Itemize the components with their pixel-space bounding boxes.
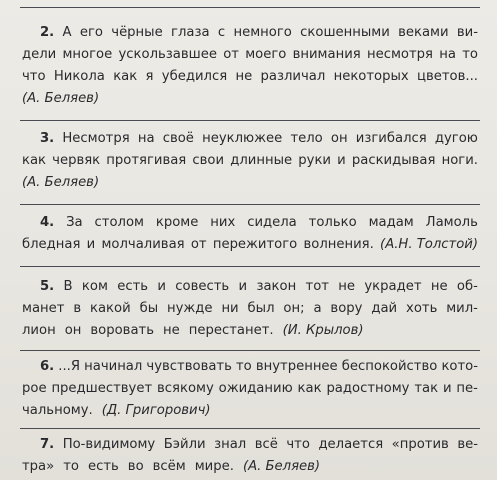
word: он [330, 131, 348, 146]
word: веками [398, 25, 449, 40]
answer-line [20, 266, 480, 267]
word: За [66, 215, 83, 230]
exercise-line [22, 234, 478, 256]
word: я [145, 69, 154, 84]
word: мадам [368, 215, 414, 230]
word: и [238, 279, 248, 294]
word: что [22, 69, 46, 84]
word: в [73, 301, 82, 316]
word: ве- [457, 437, 478, 452]
exercise-7 [22, 434, 478, 478]
author-citation: (А. Беляев) [242, 459, 321, 474]
word: во [127, 459, 144, 474]
word: лион [22, 323, 56, 338]
answer-line [20, 120, 480, 121]
word: ни [221, 301, 239, 316]
word: беспокойство [341, 359, 438, 374]
word: ожиданию [218, 381, 293, 396]
word: как [297, 381, 322, 396]
word: был [247, 301, 275, 316]
exercise-line [22, 320, 478, 342]
word: А [62, 25, 72, 40]
word: Бэйли [163, 437, 206, 452]
word: от [223, 47, 239, 62]
word: всём [152, 459, 186, 474]
word: В [63, 279, 73, 294]
author-citation: (А. Беляев) [22, 91, 100, 106]
word: червяк [52, 153, 101, 168]
word: рое [22, 381, 47, 396]
word: всё [254, 437, 278, 452]
word: то [462, 47, 478, 62]
word: так [414, 381, 439, 396]
exercise-line [22, 172, 478, 194]
exercise-5 [22, 276, 478, 342]
word: украдет [364, 279, 422, 294]
word: столом [94, 215, 144, 230]
word: различал [260, 69, 326, 84]
exercise-line [22, 128, 478, 150]
answer-line [20, 350, 480, 351]
word: сидела [247, 215, 297, 230]
word: ускользавшее [118, 47, 217, 62]
exercise-line [22, 276, 478, 298]
word: дели [22, 47, 57, 62]
word: предшествует [51, 381, 153, 396]
word: неуклюжее [202, 131, 283, 146]
word: какой [90, 301, 131, 316]
word: ноги. [441, 153, 478, 168]
word: не [163, 323, 180, 338]
word: них [210, 215, 236, 230]
author-citation: (И. Крылов) [282, 323, 364, 338]
word: на [137, 131, 155, 146]
exercise-line [22, 88, 478, 110]
word: не [235, 69, 253, 84]
word: ком [81, 279, 108, 294]
word: не [430, 279, 448, 294]
word: только [308, 215, 357, 230]
word: внутреннее [255, 359, 338, 374]
answer-line [20, 204, 480, 205]
exercise-6 [22, 356, 478, 422]
exercise-2 [22, 22, 478, 110]
word: как [22, 153, 47, 168]
word: и [337, 153, 346, 168]
word: Никола [53, 69, 105, 84]
word: то [63, 459, 79, 474]
word: чувствовать [146, 359, 232, 374]
word: немного [233, 25, 292, 40]
word: изгибался [355, 131, 427, 146]
word: начинал [84, 359, 143, 374]
word: дугою [434, 131, 478, 146]
word: совесть [175, 279, 230, 294]
word: руки [298, 153, 331, 168]
word: он [64, 323, 82, 338]
exercise-number: 4. [40, 215, 55, 230]
word: дай [371, 301, 398, 316]
word: тело [290, 131, 323, 146]
word: моего [245, 47, 287, 62]
word: мил- [446, 301, 478, 316]
word: чальному. [22, 403, 93, 418]
word: то [235, 359, 252, 374]
word: ...Я [58, 359, 81, 374]
word: закон [256, 279, 297, 294]
word: не [338, 279, 356, 294]
word: многое [62, 47, 113, 62]
word: есть [87, 459, 119, 474]
word: всякому [157, 381, 214, 396]
word: убедился [161, 69, 228, 84]
word: об- [456, 279, 478, 294]
word: «против [391, 437, 449, 452]
word: как [113, 69, 138, 84]
exercise-number: 5. [40, 279, 55, 294]
exercise-line [22, 150, 478, 172]
word: чёрные [111, 25, 163, 40]
word: знал [214, 437, 247, 452]
word: кото- [441, 359, 478, 374]
exercise-3 [22, 128, 478, 194]
word: глаза [171, 25, 210, 40]
word: пережитого [212, 237, 298, 252]
word: Несмотря [62, 131, 130, 146]
word: бы [139, 301, 159, 316]
word: его [79, 25, 103, 40]
exercise-line [22, 434, 478, 456]
word: скошенными [300, 25, 390, 40]
word: мире. [194, 459, 234, 474]
word: кроме [155, 215, 199, 230]
word: он; [283, 301, 305, 316]
exercise-4 [22, 212, 478, 256]
word: волнения. [303, 237, 374, 252]
exercise-line [22, 356, 478, 378]
exercise-line [22, 400, 478, 422]
exercise-line [22, 22, 478, 44]
exercise-line [22, 212, 478, 234]
exercise-number: 6. [40, 359, 55, 374]
word: и [86, 237, 96, 252]
exercise-number: 7. [40, 437, 55, 452]
exercise-number: 2. [40, 25, 55, 40]
word: тот [305, 279, 329, 294]
word: и [442, 381, 452, 396]
word: своё [162, 131, 194, 146]
author-citation: (Д. Григорович) [101, 403, 211, 418]
word: вору [330, 301, 363, 316]
answer-line [20, 428, 480, 429]
word: внимания [292, 47, 361, 62]
word: свои [192, 153, 225, 168]
exercise-line [22, 66, 478, 88]
exercise-line [22, 456, 478, 478]
word: радостному [326, 381, 410, 396]
exercise-number: 3. [40, 131, 55, 146]
word: раскидывая [351, 153, 436, 168]
author-citation: (А.Н. Толстой) [380, 237, 478, 252]
word: нужде [167, 301, 213, 316]
word: что [286, 437, 310, 452]
word: длинные [230, 153, 293, 168]
exercise-line [22, 378, 478, 400]
word: и [157, 279, 166, 294]
word: воровать [90, 323, 154, 338]
word: ви- [456, 25, 478, 40]
word: цветов... [417, 69, 478, 84]
word: молчаливая [101, 237, 185, 252]
word: несмотря [366, 47, 433, 62]
word: есть [117, 279, 149, 294]
word: некоторых [333, 69, 409, 84]
word: протягивая [106, 153, 187, 168]
word: на [439, 47, 456, 62]
word: По-видимому [62, 437, 156, 452]
answer-line [20, 7, 480, 8]
word: бледная [22, 237, 81, 252]
word: а [313, 301, 322, 316]
author-citation: (А. Беляев) [22, 175, 100, 190]
exercise-line [22, 298, 478, 320]
word: тра» [22, 459, 55, 474]
word: перестанет. [188, 323, 274, 338]
word: от [190, 237, 207, 252]
word: хоть [406, 301, 438, 316]
word: с [217, 25, 226, 40]
word: делается [318, 437, 384, 452]
word: манет [22, 301, 65, 316]
exercise-line [22, 44, 478, 66]
word: пе- [456, 381, 478, 396]
word: Ламоль [425, 215, 478, 230]
